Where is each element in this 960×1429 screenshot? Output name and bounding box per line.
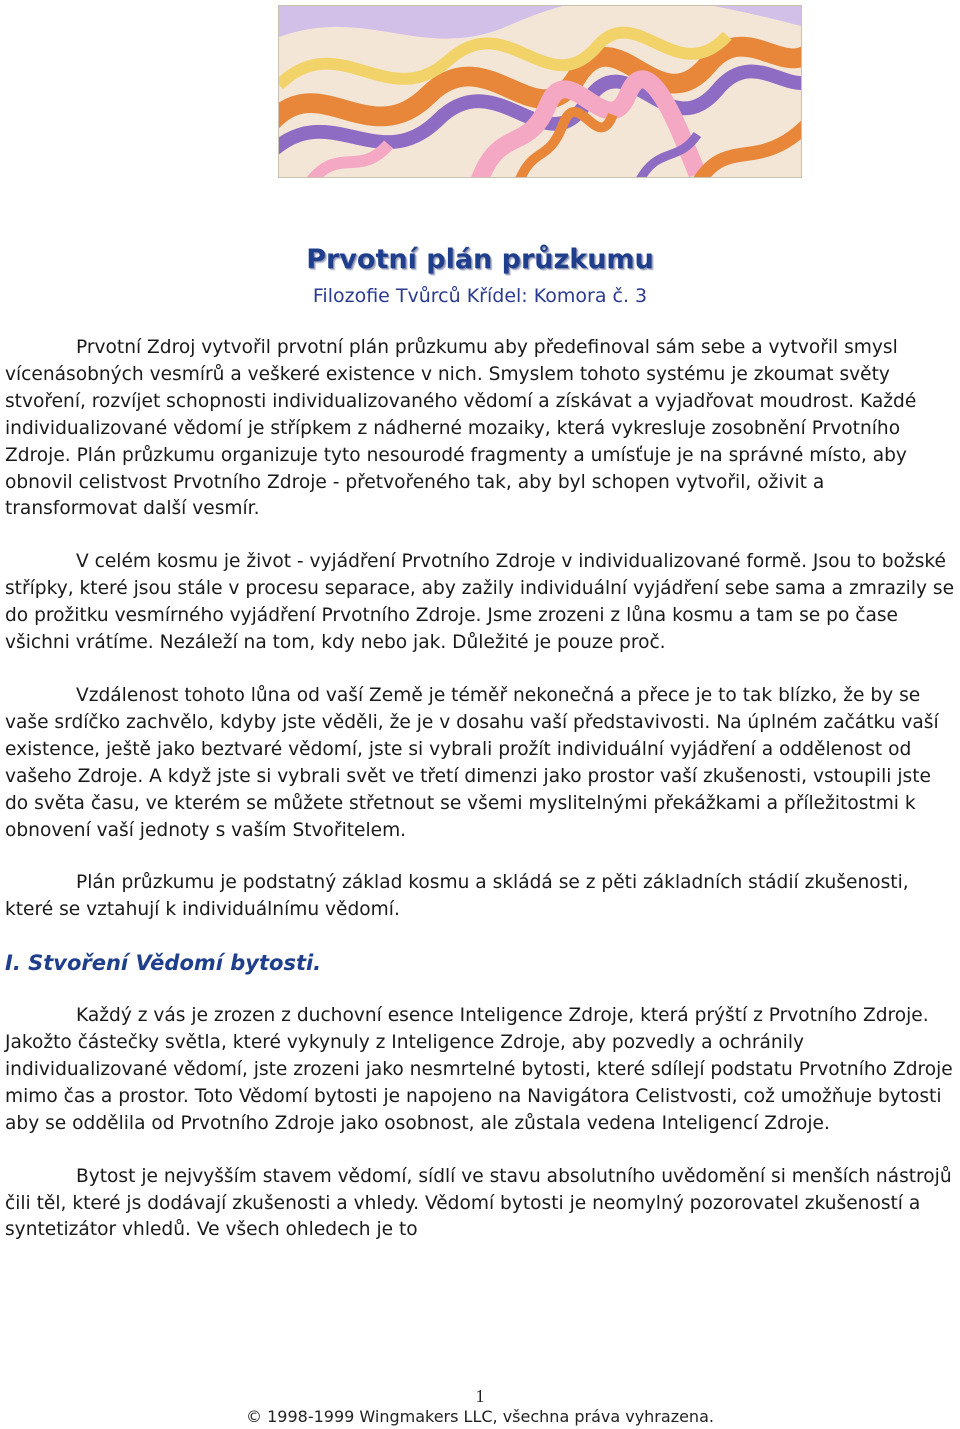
paragraph	[5, 870, 955, 924]
header-artwork	[278, 5, 802, 178]
page-title: Prvotní plán průzkumu	[306, 244, 654, 275]
copyright-footer: © 1998-1999 Wingmakers LLC, všechna práva vyhrazena.	[246, 1407, 714, 1426]
paragraph-text: Plán průzkumu je podstatný základ kosmu a skládá se z pěti základních stádií zkušenosti, které se vztahují k individuálnímu vědomí.	[5, 872, 909, 921]
document-body	[5, 335, 955, 1270]
paragraph	[5, 683, 955, 844]
paragraph	[5, 335, 955, 523]
paragraph-text: V celém kosmu je život - vyjádření Prvotního Zdroje v individualizované formě. Jsou to božské střípky, které jsou stále v procesu separace, aby zažily individuální vyjádření sebe sama a zmrazily se do prožitku vesmírného vyjádření Prvotního Zdroje. Jsme zrozeni z lůna kosmu a tam se po čase všichni vrátíme. Nezáleží na tom, kdy nebo jak. Důležité je pouze proč.	[5, 551, 955, 654]
section-heading: I. Stvoření Vědomí bytosti.	[5, 951, 322, 976]
paragraph	[5, 1164, 955, 1245]
paragraph	[5, 549, 955, 657]
paragraph-text: Každý z vás je zrozen z duchovní esence Inteligence Zdroje, která prýští z Prvotního Zdroje. Jakožto částečky světla, které vykynuly z Inteligence Zdroje, aby pozvedly a ochránily individualizované vědomí, jste zrozeni jako nesmrtelné bytosti, které sdílejí podstatu Prvotního Zdroje mimo čas a prostor. Toto Vědomí bytosti je napojeno na Navigátora Celistvosti, což umožňuje bytosti aby se oddělila od Prvotního Zdroje jako osobnost, ale zůstala vedena Inteligencí Zdroje.	[5, 1005, 953, 1134]
page-subtitle: Filozofie Tvůrců Křídel: Komora č. 3	[312, 285, 648, 307]
paragraph-text: Bytost je nejvyšším stavem vědomí, sídlí ve stavu absolutního uvědomění si menších nástrojů čili těl, které js dodávají zkušenosti a vhledy. Vědomí bytosti je neomylný pozorovatel zkušeností a syntetizátor vhledů. Ve všech ohledech je to	[5, 1165, 952, 1241]
paragraph	[5, 1003, 955, 1138]
page-number: 1	[475, 1386, 485, 1406]
paragraph-text: Vzdálenost tohoto lůna od vaší Země je téměř nekonečná a přece je to tak blízko, že by se vaše srdíčko zachvělo, kdyby jste věděli, že je v dosahu vaší představivosti. Na úplném začátku vaší existence, ještě jako beztvaré vědomí, jste si vybrali prožít individuální vyjádření a oddělenost od vašeho Zdroje. A když jste si vybrali svět ve třetí dimenzi jako prostor vaší zkušenosti, vstoupili jste do světa času, ve kterém se můžete střetnout se všemi myslitelnými překážkami a příležitostmi k obnovení vaší jednoty s vaším Stvořitelem.	[5, 684, 939, 841]
paragraph-text: Prvotní Zdroj vytvořil prvotní plán průzkumu aby předefinoval sám sebe a vytvořil smysl vícenásobných vesmírů a veškeré existence v nich. Smyslem tohoto systému je zkoumat světy stvoření, rozvíjet schopnosti individualizovaného vědomí a získávat a vyjadřovat moudrost. Každé individualizované vědomí je střípkem z nádherné mozaiky, která vykresluje zosobnění Prvotního Zdroje. Plán průzkumu organizuje tyto nesourodé fragmenty a umísťuje je na správné místo, aby obnovil celistvost Prvotního Zdroje - přetvořeného tak, aby byl schopen vytvořil, oživit a transformovat další vesmír.	[5, 337, 917, 520]
abstract-painting	[279, 6, 801, 177]
